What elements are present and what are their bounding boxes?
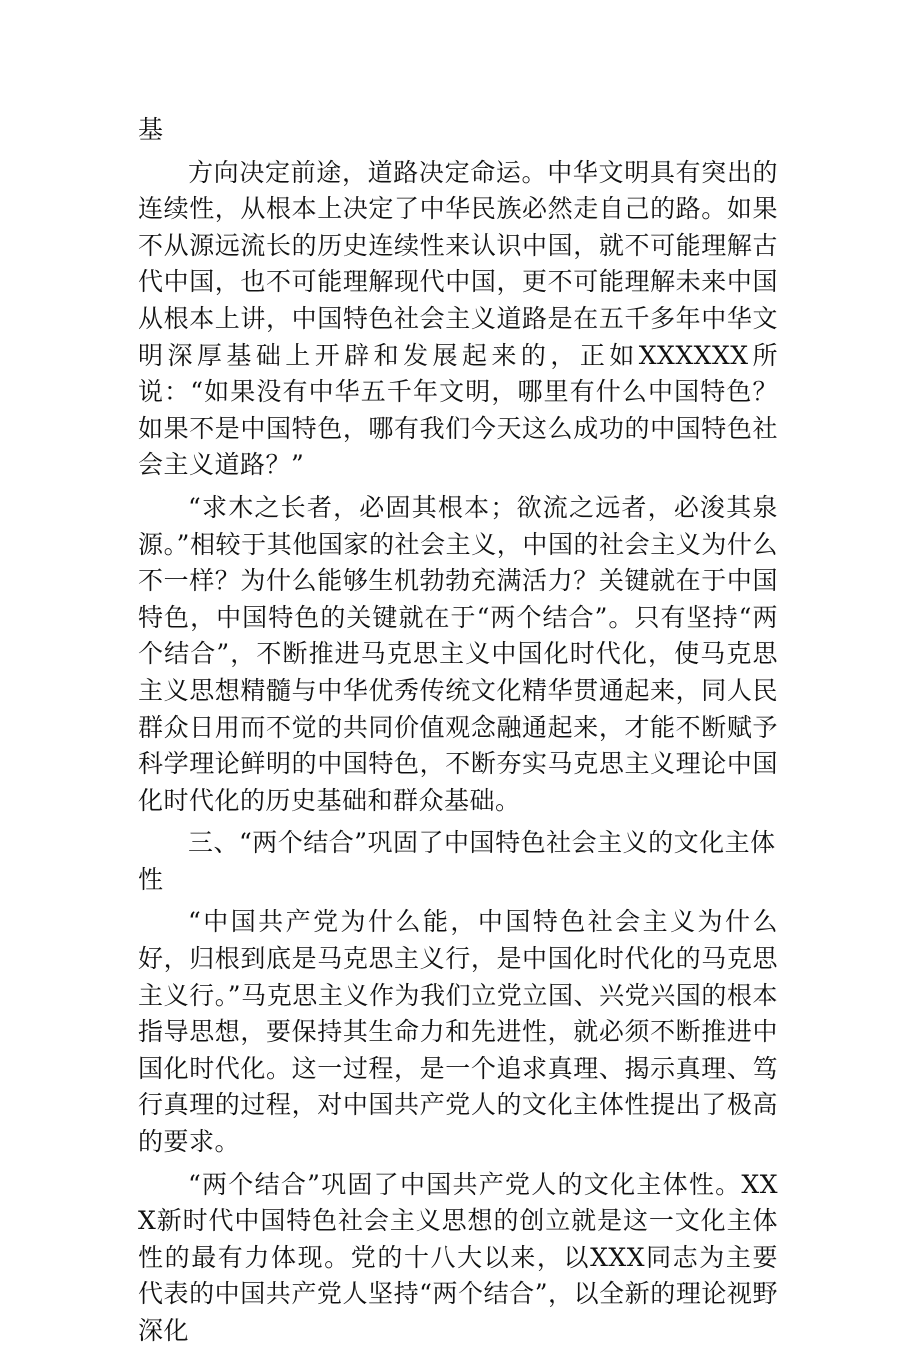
- document-body: [138, 112, 778, 1356]
- section-heading-three: 三、“两个结合”巩固了中国特色社会主义的文化主体性: [138, 828, 776, 894]
- paragraph-path-determines-future: 方向决定前途，道路决定命运。中华文明具有突出的连续性，从根本上决定了中华民族必然走自己的路。如果不从源远流长的历史连续性来认识中国，就不可能理解古代中国，也不可能理解现代中国，更不可能理解未来中国从根本上讲，中国特色社会主义道路是在五千多年中华文明深厚基础上开辟和发展起来的，正如XXXXXX所说：“如果没有中华五千年文明，哪里有什么中国特色？如果不是中国特色，哪有我们今天这么成功的中国特色社会主义道路？”: [138, 157, 778, 480]
- paragraph-why-cpc-can: “中国共产党为什么能，中国特色社会主义为什么好，归根到底是马克思主义行，是中国化时代化的马克思主义行。”马克思主义作为我们立党立国、兴党兴国的根本指导思想，要保持其生命力和先进性，就必须不断推进中国化时代化。这一过程，是一个追求真理、揭示真理、笃行真理的过程，对中国共产党人的文化主体性提出了极高的要求。: [138, 907, 778, 1157]
- paragraph-roots-and-sources: “求木之长者，必固其根本；欲流之远者，必浚其泉源。”相较于其他国家的社会主义，中国的社会主义为什么不一样？为什么能够生机勃勃充满活力？关键就在于中国特色，中国特色的关键就在于“两个结合”。只有坚持“两个结合”，不断推进马克思主义中国化时代化，使马克思主义思想精髓与中华优秀传统文化精华贯通起来，同人民群众日用而不觉的共同价值观念融通起来，才能不断赋予科学理论鲜明的中国特色，不断夯实马克思主义理论中国化时代化的历史基础和群众基础。: [138, 492, 778, 815]
- paragraph-continuation: 基: [138, 115, 164, 144]
- paragraph-cultural-subjectivity: “两个结合”巩固了中国共产党人的文化主体性。XXX新时代中国特色社会主义思想的创立就是这一文化主体性的最有力体现。党的十八大以来，以XXX同志为主要代表的中国共产党人坚持“两个结合”，以全新的理论视野深化: [138, 1169, 778, 1345]
